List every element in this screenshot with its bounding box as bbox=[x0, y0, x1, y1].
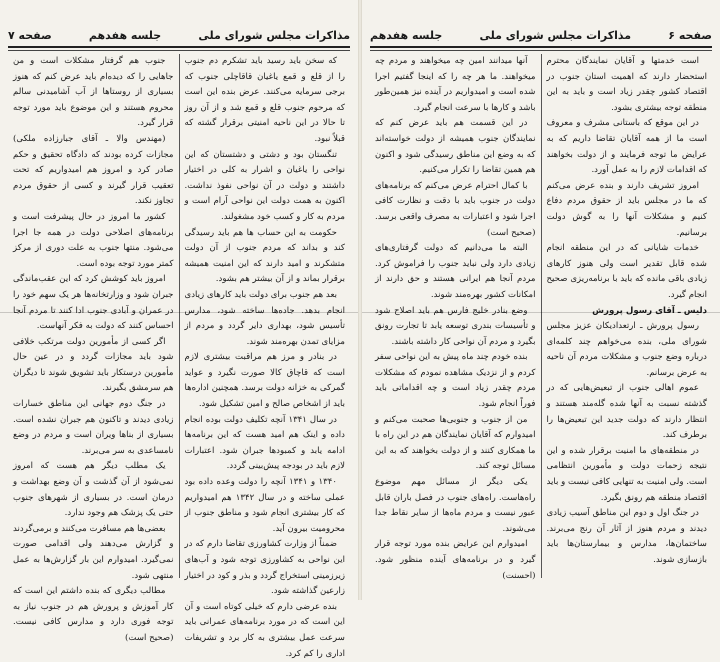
paragraph: در بنادر و مرز هم مراقبت بیشتری لازم است که قاچاق کالا صورت نگیرد و عواید گمرکی به خزانه دولت برسد. همچنین اداره‌ها باید از اشخاص صالح و امین تشکیل شود. bbox=[184, 352, 345, 410]
page-header bbox=[370, 26, 712, 44]
paragraph: بعد هم جنوب برای دولت باید کارهای زیادی انجام بدهد. جاده‌ها ساخته شود، مدارس تأسیس شود، بهداری دایر گردد و مردم از مزایای تمدن بهره‌مند شوند. bbox=[184, 289, 345, 347]
journal-title: مذاکرات مجلس شورای ملی bbox=[479, 28, 632, 42]
column-left bbox=[8, 54, 180, 643]
page-6 bbox=[362, 0, 720, 600]
paragraph: ضمناً از وزارت کشاورزی تقاضا دارم که در این نواحی به کشاورزی توجه شود و آب‌های زیرزمینی استخراج گردد و بذر و کود در اختیار زارعین گذاشته شود. bbox=[184, 539, 345, 597]
paragraph: ۱۳۴۰ و ۱۳۴۱ آنچه را دولت وعده داده بود عملی ساخته و در سال ۱۳۴۲ هم امیدواریم که کار بیشتری انجام شود و مناطق جنوب از محرومیت بیرون آید. bbox=[184, 477, 345, 534]
paragraph: وضع بنادر خلیج فارس هم باید اصلاح شود و تأسیسات بندری توسعه یابد تا تجارت رونق بگیرد و مردم آن نواحی کار داشته باشند. bbox=[375, 305, 536, 347]
paragraph: در جنگ دوم جهانی این مناطق خسارات زیادی دیدند و تاکنون هم جبران نشده است. بسیاری از بناها ویران است و مردم در وضع نامساعدی به سر می‌برند. bbox=[13, 399, 174, 456]
paragraph: امروز تشریف دارند و بنده عرض می‌کنم که ما در مجلس باید از حقوق مردم دفاع کنیم و مشکلات آنها را به گوش دولت برسانیم. bbox=[546, 180, 707, 238]
paragraph: اگر کسی از مأمورین دولت مرتکب خلافی شود باید مجازات گردد و در عین حال مأمورین درستکار باید تشویق شوند تا دیگران هم سرمشق بگیرند. bbox=[13, 336, 174, 394]
paragraph: امروز باید کوشش کرد که این عقب‌ماندگی جبران شود و وزارتخانه‌ها هر یک سهم خود را در عمران و آبادی جنوب ادا کنند تا مردم آنجا احساس کنند که دولت به فکر آنهاست. bbox=[13, 274, 174, 332]
journal-title: مذاکرات مجلس شورای ملی bbox=[198, 28, 350, 42]
text-columns bbox=[370, 54, 712, 581]
column-left bbox=[370, 54, 542, 581]
paragraph: در منطقه‌های ما امنیت برقرار شده و این نتیجه زحمات دولت و مأمورین انتظامی است. ولی امنیت به تنهایی کافی نیست و باید اقتصاد منطقه هم رونق بگیرد. bbox=[546, 445, 707, 503]
paragraph: بنده عرضی دارم که خیلی کوتاه است و آن این است که در مورد برنامه‌های عمرانی باید سرعت عمل بیشتری به کار برد و تشریفات اداری را کم کرد. bbox=[184, 601, 345, 659]
paragraph: تنگستان بود و دشتی و دشتستان که این نواحی را یاغیان و اشرار به کلی در اختیار داشتند و دولت در آن نواحی نفوذ نداشت. اکنون به همت دولت این نواحی آرام است و مردم به کار و کسب خود مشغولند. bbox=[184, 149, 345, 222]
paragraph: در این موقع که باستانی مشرف و معروف است ما از همه آقایان تقاضا داریم که به عرایض ما توجه فرمایند و از دولت بخواهند که اقدامات لازم را به عمل آورد. bbox=[546, 118, 707, 176]
paragraph: در این قسمت هم باید عرض کنم که نمایندگان جنوب همیشه از دولت خواسته‌اند که به وضع این مناطق رسیدگی شود و اکنون هم همین تقاضا را تکرار می‌کنیم. bbox=[375, 118, 536, 176]
paragraph: رسول پرورش ـ ارتعدادیکان عزیز مجلس شورای ملی، بنده می‌خواهم چند کلمه‌ای درباره وضع جنوب و مشکلات مردم آن ناحیه به عرض برسانم. bbox=[546, 321, 707, 378]
paragraph: با کمال احترام عرض می‌کنم که برنامه‌های دولت در جنوب باید با دقت و نظارت کافی اجرا شود و اعتبارات به مصرف واقعی برسد. (صحیح است) bbox=[375, 180, 536, 238]
paragraph: البته ما می‌دانیم که دولت گرفتاری‌های زیادی دارد ولی نباید جنوب را فراموش کرد. مردم آنجا هم ایرانی هستند و حق دارند از امکانات کشور بهره‌مند شوند. bbox=[375, 243, 536, 300]
paragraph: حکومت به این حساب ها هم باید رسیدگی کند و بداند که مردم جنوب از آن دولت متشکرند و امید دارند که این امنیت همیشه برقرار بماند و از آن بیشتر هم بشود. bbox=[184, 227, 345, 285]
paragraph: در سال ۱۳۴۱ آنچه تکلیف دولت بوده انجام داده و اینک هم امید هست که این برنامه‌ها ادامه یابد و کمبودها جبران شود. اعتبارات لازم باید در بودجه پیش‌بینی گردد. bbox=[184, 414, 345, 472]
column-right bbox=[542, 54, 713, 578]
paragraph: مطالب دیگری که بنده داشتم این است که کار آموزش و پرورش هم در جنوب نیاز به توجه فوری دارد و مدارس کافی نیست. (صحیح است) bbox=[13, 586, 174, 643]
text-columns bbox=[8, 54, 350, 659]
page-header bbox=[8, 26, 350, 44]
session-label: جلسه هفدهم bbox=[88, 28, 162, 42]
paragraph: کشور ما امروز در حال پیشرفت است و برنامه‌های اصلاحی دولت در همه جا اجرا می‌شود. منتها جنوب به علت دوری از مرکز کمتر مورد توجه بوده است. bbox=[13, 211, 174, 269]
paragraph: بعضی‌ها هم مسافرت می‌کنند و برمی‌گردند و گزارش می‌دهند ولی اقدامی صورت نمی‌گیرد. امیدوارم این بار گزارش‌ها به عمل منتهی شود. bbox=[13, 523, 174, 581]
paragraph: (مهندس والا ـ آقای جبارزاده ملکی) مجازات کرده بودند که دادگاه تحقیق و حکم صادر کرد و امروز هم امیدواریم که تحت تعقیب قرار گیرند و کسی از حقوق مردم تجاوز نکند. bbox=[13, 133, 174, 207]
paragraph: عموم اهالی جنوب از تبعیض‌هایی که در گذشته نسبت به آنها شده گله‌مند هستند و انتظار دارند که دولت جدید این تبعیض‌ها را برطرف کند. bbox=[546, 383, 707, 441]
fold-crease bbox=[0, 312, 358, 313]
speaker-label: دلیس ـ آقای رسول پرورش bbox=[592, 305, 707, 316]
page-number: صفحه ۶ bbox=[668, 28, 712, 42]
page-number: صفحه ۷ bbox=[8, 28, 52, 42]
session-label: جلسه هفدهم bbox=[370, 28, 443, 42]
paragraph: بنده خودم چند ماه پیش به این نواحی سفر کردم و از نزدیک مشاهده نمودم که مشکلات مردم چقدر زیاد است و چه اقداماتی باید فوراً انجام شود. bbox=[375, 352, 536, 410]
fold-crease bbox=[362, 312, 720, 313]
paragraph: است خدمتها و آقایان نمایندگان محترم استحضار دارند که اهمیت استان جنوب در اقتصاد کشور چقدر زیاد است و باید به این منطقه توجه بیشتری بشود. bbox=[546, 56, 707, 113]
paragraph: که سخن باید رسید باید تشکرم دم جنوب را از قلع و قمع یاغیان قاقاچلی جنوب که برجی سرمایه می‌کنند. عرض بنده این است که مرحوم جنوب قلع و قمع شد و از آن روز تا حالا در این ناحیه امنیتی برقرار گشته که قبلاً نبود. bbox=[184, 56, 345, 144]
paragraph: امیدوارم این عرایض بنده مورد توجه قرار گیرد و در برنامه‌های آینده منظور شود. (احسنت) bbox=[375, 539, 536, 581]
paragraph: یک مطلب دیگر هم هست که امروز نمی‌شود از آن گذشت و آن وضع بهداشت و درمان است. در بسیاری از شهرهای جنوب حتی یک پزشک هم وجود ندارد. bbox=[13, 461, 174, 519]
paragraph: یکی دیگر از مسائل مهم موضوع راه‌هاست. راه‌های جنوب در فصل باران قابل عبور نیست و مردم ماه‌ها از سایر نقاط جدا می‌شوند. bbox=[375, 477, 536, 534]
column-right bbox=[180, 54, 351, 659]
paragraph: من از جنوب و جنوبی‌ها صحبت می‌کنم و امیدوارم که آقایان نمایندگان هم در این راه با ما همکاری کنند و از دولت بخواهند که به این مسائل توجه کند. bbox=[375, 414, 536, 472]
paragraph: جنوب هم گرفتار مشکلات است و من جاهایی را که دیده‌ام باید عرض کنم که هنوز بسیاری از روستاها از آب آشامیدنی سالم محروم هستند و این موضوع باید مورد توجه قرار گیرد. bbox=[13, 56, 174, 129]
paragraph: آنها میدانند امین چه میخواهند و مردم چه میخواهند. ما هر چه را که اینجا گفتیم اجرا شده است و امیدواریم در آینده نیز همین‌طور باشد و کارها با سرعت انجام گیرد. bbox=[375, 56, 536, 113]
paragraph: خدمات شایانی که در این منطقه انجام شده قابل تقدیر است ولی هنوز کارهای زیادی باقی مانده که باید با برنامه‌ریزی صحیح انجام گیرد. bbox=[546, 243, 707, 300]
paragraph: در جنگ اول و دوم این مناطق آسیب زیادی دیدند و مردم هنوز از آثار آن رنج می‌برند. ساختمان‌ها، مدارس و بیمارستان‌ها باید بازسازی شوند. bbox=[546, 508, 707, 565]
page-7 bbox=[0, 0, 358, 659]
